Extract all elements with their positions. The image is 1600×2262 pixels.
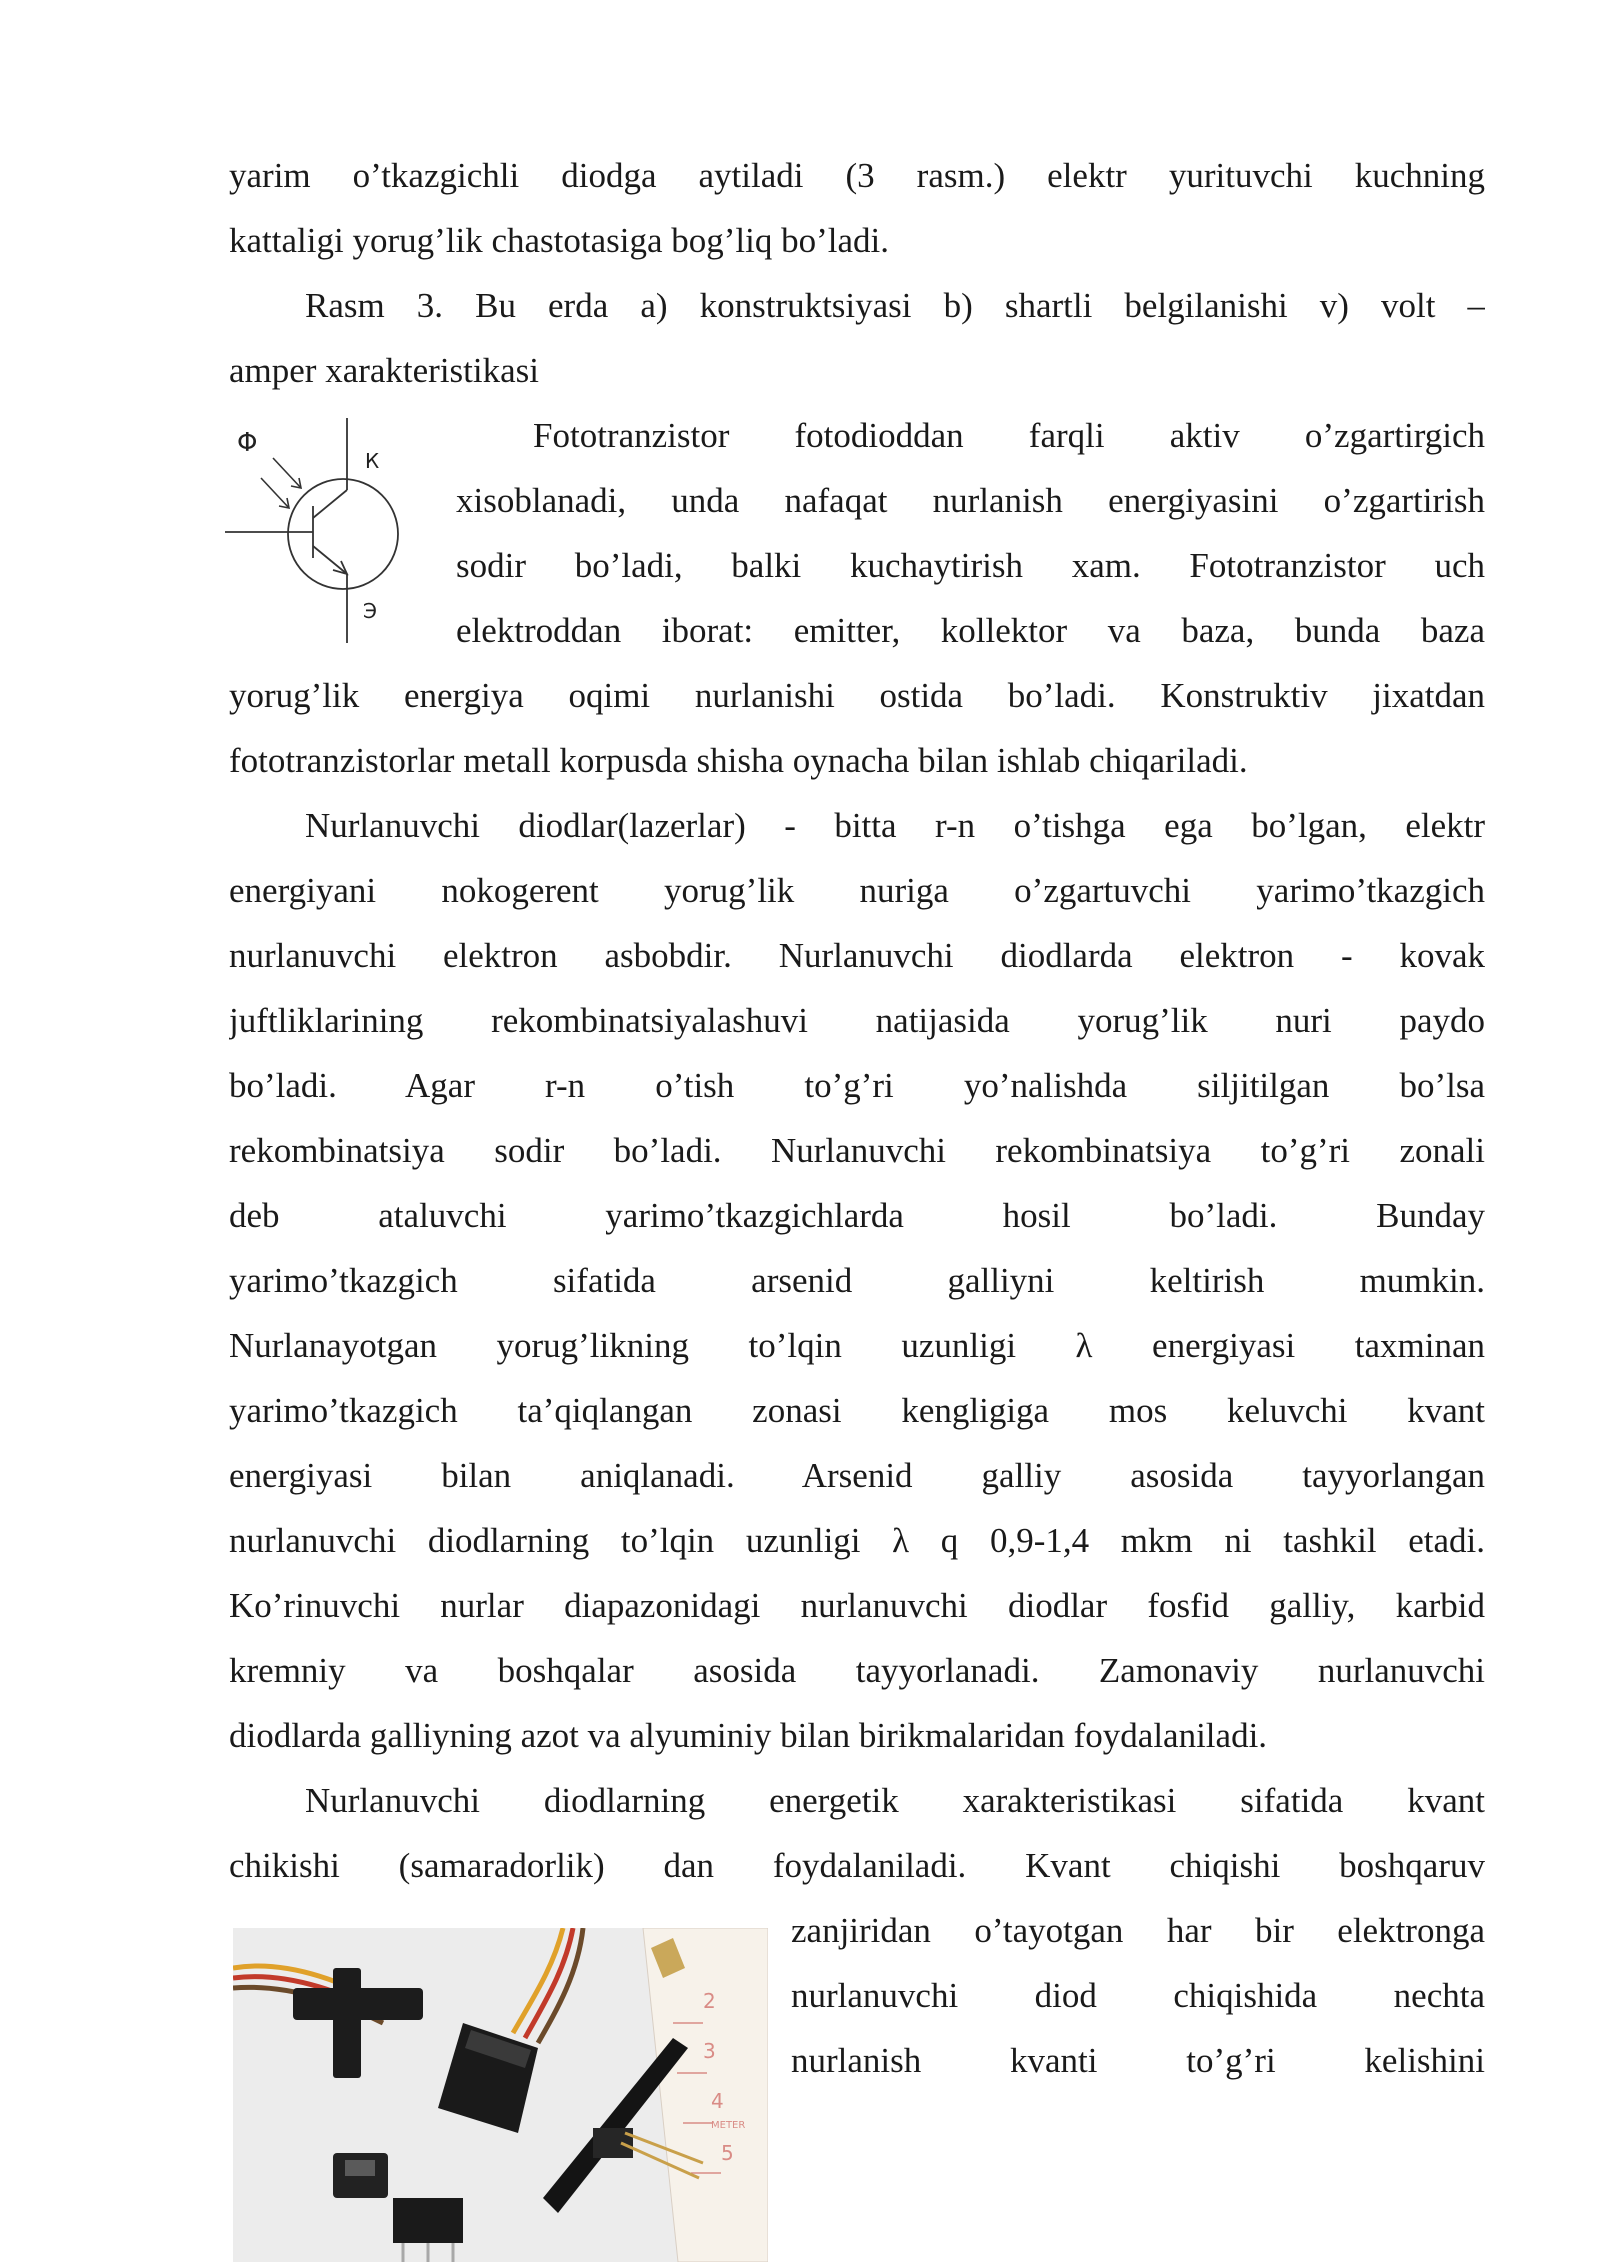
text-line: energiyasi bilan aniqlanadi. Arsenid galliy asosida tayyorlangan — [229, 1456, 1485, 1495]
text-line: yarimo’tkazgich sifatida arsenid galliyni keltirish mumkin. — [229, 1261, 1485, 1300]
ruler-mark: 4 — [711, 2089, 724, 2113]
text-line: energiyani nokogerent yorug’lik nuriga o’zgartuvchi yarimo’tkazgich — [229, 871, 1485, 910]
text-line: nurlanuvchi elektron asbobdir. Nurlanuvchi diodlarda elektron - kovak — [229, 936, 1485, 975]
figure-caption: amper xarakteristikasi — [229, 351, 540, 390]
emitter-label: Э — [363, 599, 377, 623]
text-line: bo’ladi. Agar r-n o’tish to’g’ri yo’nalishda siljitilgan bo’lsa — [229, 1066, 1485, 1105]
text-line: nurlanuvchi diodlarning to’lqin uzunligi λ q 0,9-1,4 mkm ni tashkil etadi. — [229, 1521, 1485, 1560]
text-line: chikishi (samaradorlik) dan foydalaniladi. Kvant chiqishi boshqaruv — [229, 1846, 1485, 1885]
text-line: Nurlanuvchi diodlar(lazerlar) - bitta r-n o’tishga ega bo’lgan, elektr — [305, 806, 1485, 845]
components-photo — [233, 1928, 768, 2262]
dip-component — [393, 2198, 463, 2262]
ruler-text: METER — [711, 2120, 746, 2131]
text-line: zanjiridan o’tayotgan har bir elektronga — [791, 1911, 1485, 1950]
small-component — [333, 2153, 388, 2198]
text-line: sodir bo’ladi, balki kuchaytirish xam. Fototranzistor uch — [456, 546, 1485, 585]
text-line: kattaligi yorug’lik chastotasiga bog’liq bo’ladi. — [229, 221, 889, 260]
text-line: rekombinatsiya sodir bo’ladi. Nurlanuvchi rekombinatsiya to’g’ri zonali — [229, 1131, 1485, 1170]
text-line: yarim o’tkazgichli diodga aytiladi (3 rasm.) elektr yurituvchi kuchning — [229, 156, 1485, 195]
text-line: deb ataluvchi yarimo’tkazgichlarda hosil bo’ladi. Bunday — [229, 1196, 1485, 1235]
text-line: xisoblanadi, unda nafaqat nurlanish energiyasini o’zgartirish — [456, 481, 1485, 520]
collector-label: К — [365, 449, 380, 473]
flux-symbol: Φ — [237, 428, 258, 458]
text-line: fototranzistorlar metall korpusda shisha oynacha bilan ishlab chiqariladi. — [229, 741, 1248, 780]
text-line: nurlanish kvanti to’g’ri kelishini — [791, 2041, 1485, 2080]
text-line: yorug’lik energiya oqimi nurlanishi ostida bo’ladi. Konstruktiv jixatdan — [229, 676, 1485, 715]
text-line: Nurlanayotgan yorug’likning to’lqin uzunligi λ energiyasi taxminan — [229, 1326, 1485, 1365]
text-line: Ko’rinuvchi nurlar diapazonidagi nurlanuvchi diodlar fosfid galliy, karbid — [229, 1586, 1485, 1625]
ruler-mark: 2 — [703, 1989, 716, 2013]
text-line: Fototranzistor fotodioddan farqli aktiv o’zgartirgich — [533, 416, 1485, 455]
ruler-mark: 5 — [721, 2141, 734, 2165]
ruler-mark: 3 — [703, 2039, 716, 2063]
text-line: juftliklarining rekombinatsiyalashuvi natijasida yorug’lik nuri paydo — [229, 1001, 1485, 1040]
text-line: Nurlanuvchi diodlarning energetik xarakteristikasi sifatida kvant — [305, 1781, 1485, 1820]
figure-caption: Rasm 3. Bu erda a) konstruktsiyasi b) shartli belgilanishi v) volt – — [305, 286, 1485, 325]
text-line: yarimo’tkazgich ta’qiqlangan zonasi kengligiga mos keluvchi kvant — [229, 1391, 1485, 1430]
text-line: elektroddan iborat: emitter, kollektor va baza, bunda baza — [456, 611, 1485, 650]
text-line: nurlanuvchi diod chiqishida nechta — [791, 1976, 1485, 2015]
light-arrows — [261, 458, 301, 508]
text-line: diodlarda galliyning azot va alyuminiy bilan birikmalaridan foydalaniladi. — [229, 1716, 1268, 1755]
phototransistor-schematic — [225, 418, 435, 643]
text-line: kremniy va boshqalar asosida tayyorlanadi. Zamonaviy nurlanuvchi — [229, 1651, 1485, 1690]
